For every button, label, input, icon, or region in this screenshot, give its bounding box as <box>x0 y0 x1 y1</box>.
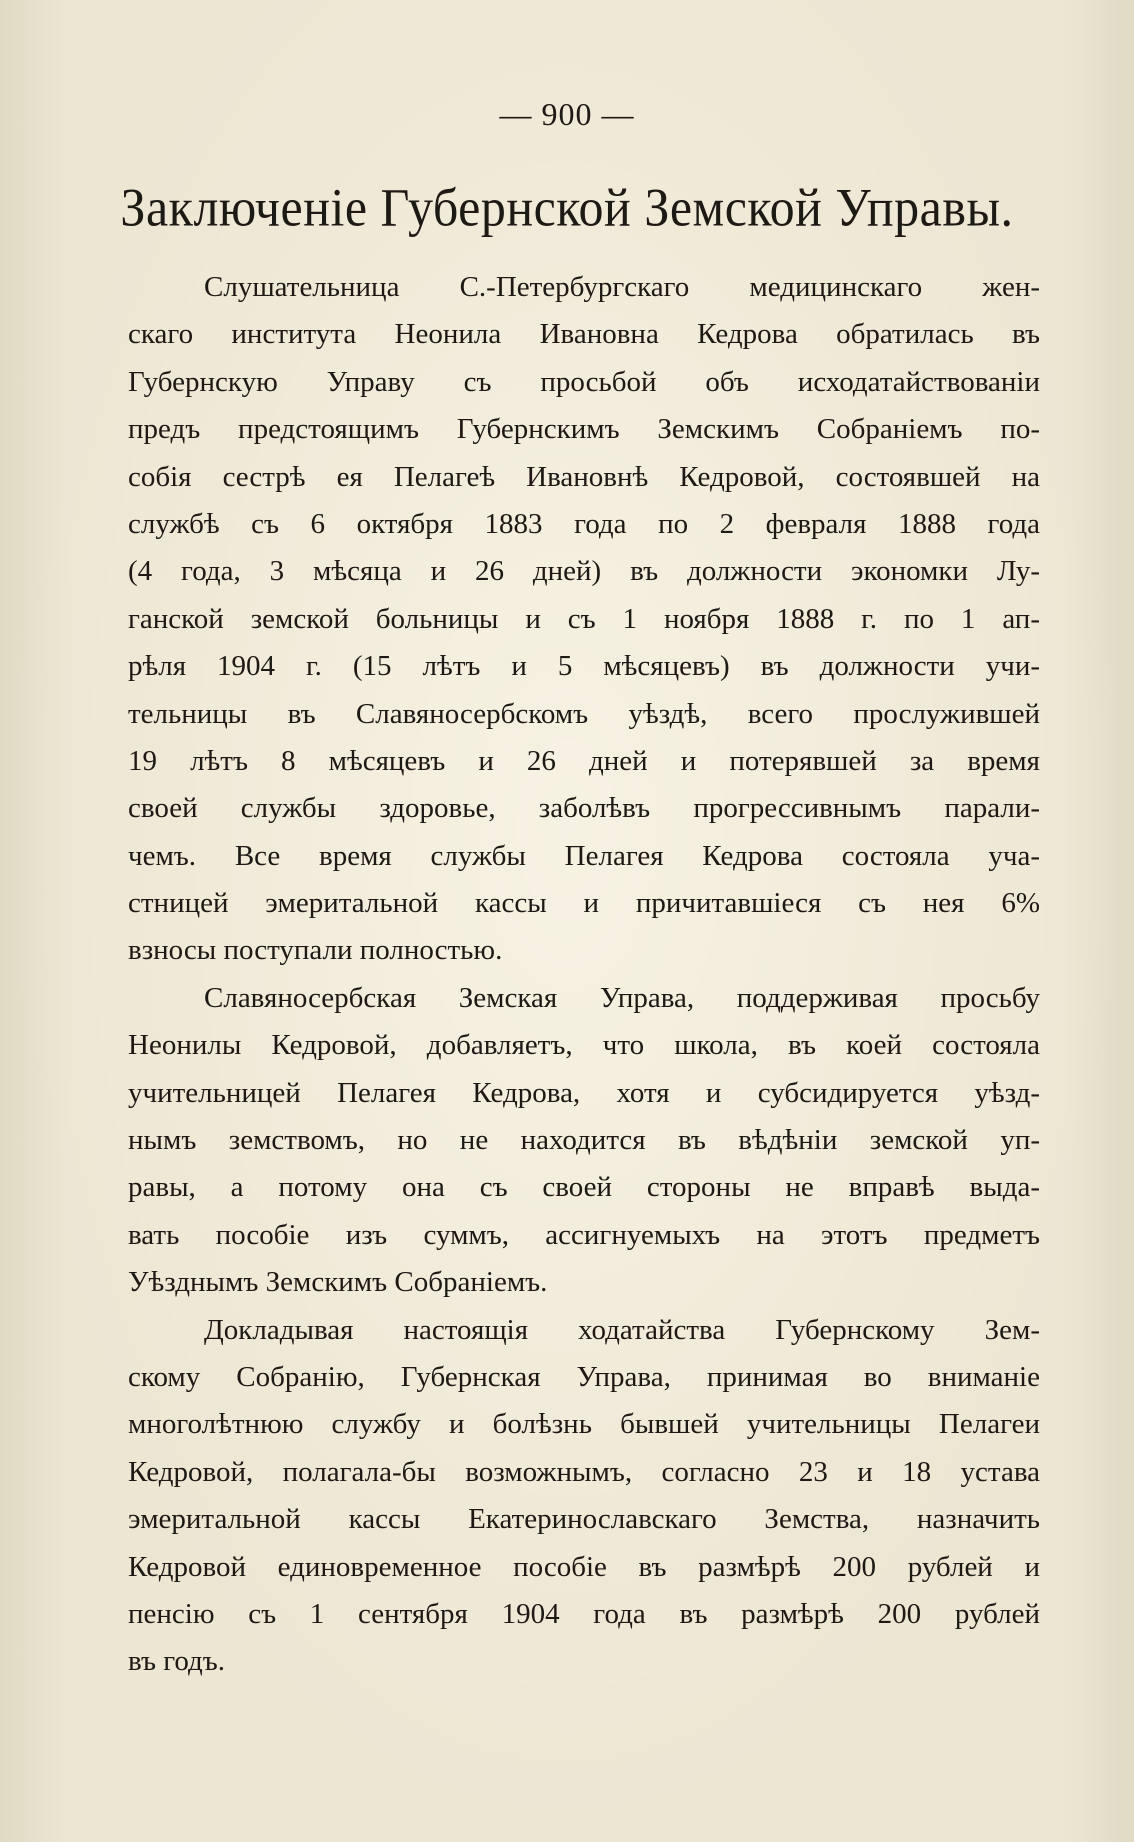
text-line: Неонилы Кедровой, добавляетъ, что школа, въ коей состояла <box>128 1029 1040 1062</box>
text-line: многолѣтнюю службу и болѣзнь бывшей учительницы Пелагеи <box>128 1408 1040 1441</box>
text-line: своей службы здоровье, заболѣвъ прогрессивнымъ парали- <box>128 792 1040 825</box>
text-line: предъ предстоящимъ Губернскимъ Земскимъ Собраніемъ по- <box>128 413 1040 446</box>
text-line: Докладывая настоящія ходатайства Губернскому Зем- <box>204 1313 1040 1346</box>
text-line: ганской земской больницы и съ 1 ноября 1888 г. по 1 ап- <box>128 602 1040 635</box>
text-line: Губернскую Управу съ просьбой объ исходатайствованіи <box>128 365 1040 398</box>
text-line: Кедровой, полагала-бы возможнымъ, согласно 23 и 18 устава <box>128 1455 1040 1488</box>
text-line: собія сестрѣ ея Пелагеѣ Ивановнѣ Кедровой, состоявшей на <box>128 460 1040 493</box>
text-line: скому Собранію, Губернская Управа, принимая во вниманіе <box>128 1360 1040 1393</box>
text-line: тельницы въ Славяносербскомъ уѣздѣ, всего прослужившей <box>128 697 1040 730</box>
text-line: пенсію съ 1 сентября 1904 года въ размѣрѣ 200 рублей <box>128 1597 1040 1630</box>
text-line: эмеритальной кассы Екатеринославскаго Земства, назначить <box>128 1503 1040 1536</box>
text-line: 19 лѣтъ 8 мѣсяцевъ и 26 дней и потерявшей за время <box>128 744 1040 777</box>
text-line: рѣля 1904 г. (15 лѣтъ и 5 мѣсяцевъ) въ должности учи- <box>128 650 1040 683</box>
text-line: нымъ земствомъ, но не находится въ вѣдѣніи земской уп- <box>128 1124 1040 1157</box>
text-line: скаго института Неонила Ивановна Кедрова обратилась въ <box>128 318 1040 351</box>
text-line: равы, а потому она съ своей стороны не вправѣ выда- <box>128 1171 1040 1204</box>
text-line: службѣ съ 6 октября 1883 года по 2 февраля 1888 года <box>128 507 1040 540</box>
text-line: взносы поступали полностью. <box>128 934 503 967</box>
text-line: въ годъ. <box>128 1645 226 1678</box>
paragraph-3 <box>128 1307 1040 1686</box>
text-line: учительницей Пелагея Кедрова, хотя и субсидируется уѣзд- <box>128 1076 1040 1109</box>
text-line: Слушательница С.-Петербургскаго медицинскаго жен- <box>204 271 1040 303</box>
page-number: — 900 — <box>499 96 635 132</box>
document-title: Заключеніе Губернской Земской Управы. <box>120 177 1014 238</box>
text-line: стницей эмеритальной кассы и причитавшіеся съ нея 6% <box>128 887 1040 920</box>
text-line: Кедровой единовременное пособіе въ размѣрѣ 200 рублей и <box>128 1550 1040 1583</box>
paragraph-1 <box>128 264 1040 975</box>
text-line: Славяносербская Земская Управа, поддерживая просьбу <box>204 981 1040 1014</box>
paragraph-2 <box>128 975 1040 1307</box>
text-line: (4 года, 3 мѣсяца и 26 дней) въ должности экономки Лу- <box>128 555 1040 588</box>
text-line: чемъ. Все время службы Пелагея Кедрова состояла уча- <box>128 839 1040 872</box>
text-line: вать пособіе изъ суммъ, ассигнуемыхъ на этотъ предметъ <box>128 1218 1040 1251</box>
text-line: Уѣзднымъ Земскимъ Собраніемъ. <box>128 1266 548 1299</box>
document-body <box>128 264 1040 1686</box>
